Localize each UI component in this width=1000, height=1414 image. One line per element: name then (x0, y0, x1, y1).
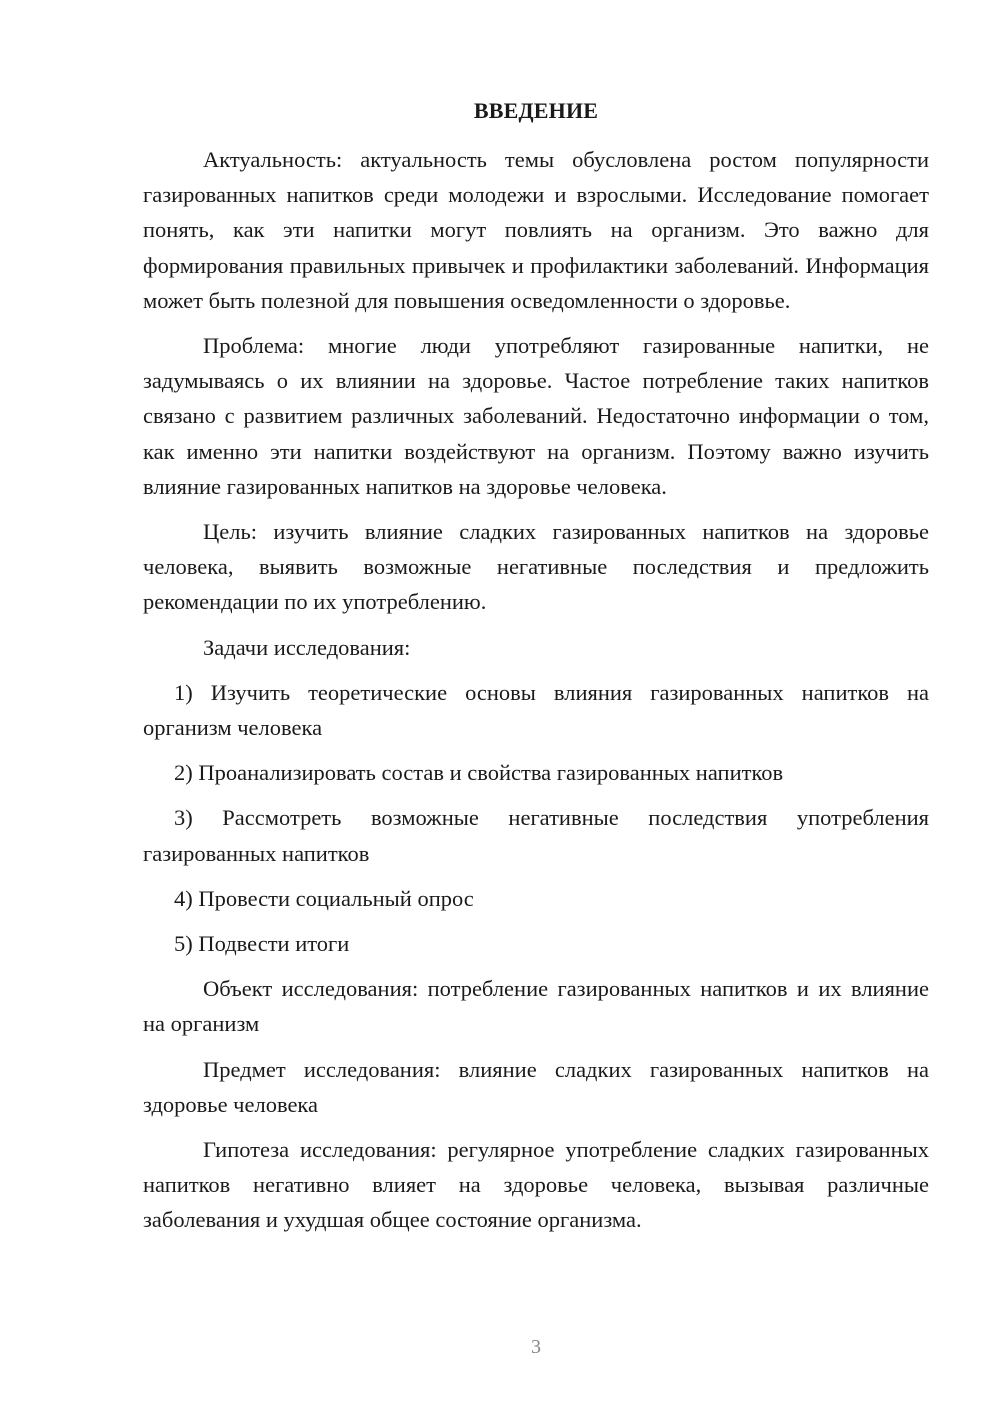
task-item-2: 2) Проанализировать состав и свойства газированных напитков (174, 760, 784, 786)
paragraph-problem: Проблема: многие люди употребляют газированные напитки, не задумываясь о их влиянии на здоровье. Частое потребление таких напитков связано с развитием различных заболеваний. Недостаточно информации о том, как именно эти напитки воздействуют на организм. Поэтому важно изучить влияние газированных напитков на здоровье человека. (143, 333, 929, 499)
section-title: ВВЕДЕНИЕ (473, 98, 599, 123)
page-number: 3 (531, 1336, 541, 1358)
task-item-1: 1) Изучить теоретические основы влияния газированных напитков на организм человека (143, 679, 929, 741)
paragraph-hypothesis: Гипотеза исследования: регулярное употребление сладких газированных напитков негативно влияет на здоровье человека, вызывая различные заболевания и ухудшая общее состояние организма. (143, 1137, 929, 1233)
document-body (143, 142, 929, 1248)
paragraph-object: Объект исследования: потребление газированных напитков и их влияние на организм (143, 976, 929, 1037)
paragraph-goal: Цель: изучить влияние сладких газированных напитков на здоровье человека, выявить возможные негативные последствия и предложить рекомендации по их употреблению. (143, 519, 929, 615)
paragraph-subject: Предмет исследования: влияние сладких газированных напитков на здоровье человека (143, 1056, 929, 1117)
document-page (143, 0, 929, 1414)
task-item-5: 5) Подвести итоги (174, 931, 350, 957)
task-item-4: 4) Провести социальный опрос (174, 885, 474, 911)
paragraph-tasks-heading: Задачи исследования: (203, 634, 411, 660)
task-item-3: 3) Рассмотреть возможные негативные последствия употребления газированных напитков (143, 805, 929, 866)
paragraph-relevance: Актуальность: актуальность темы обусловлена ростом популярности газированных напитков среди молодежи и взрослыми. Исследование помогает понять, как эти напитки могут повлиять на организм. Это важно для формирования правильных привычек и профилактики заболеваний. Информация может быть полезной для повышения осведомленности о здоровье. (143, 147, 929, 313)
